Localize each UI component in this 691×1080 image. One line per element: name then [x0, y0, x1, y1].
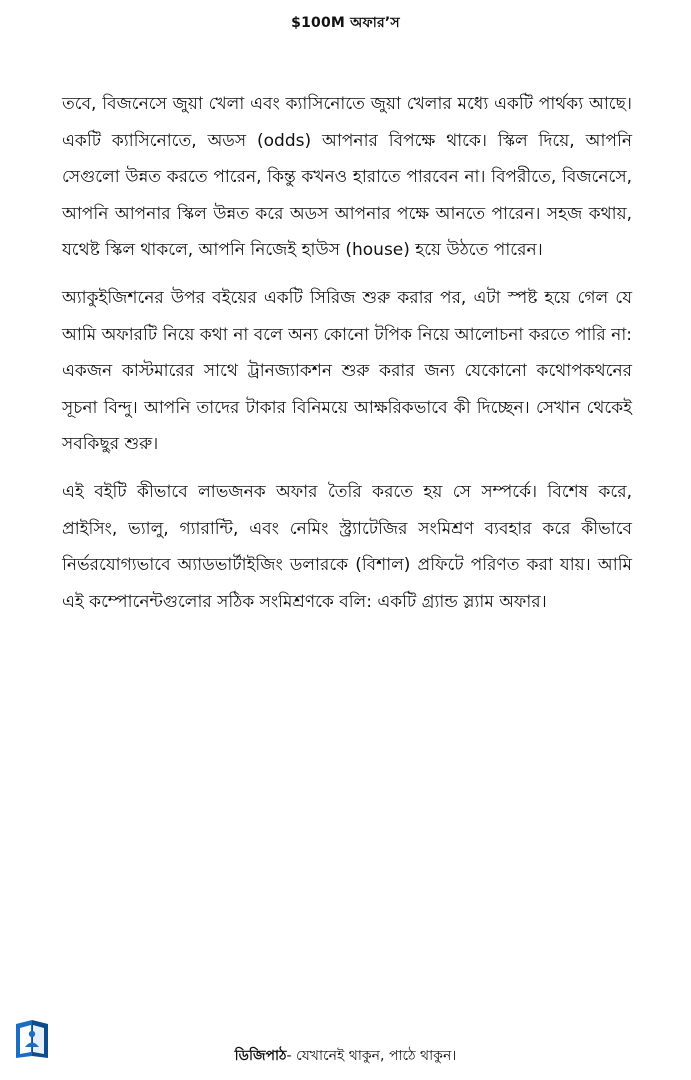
footer-tagline [0, 1044, 691, 1068]
footer-brand: ডিজিপাঠ [234, 1048, 287, 1064]
page-footer [0, 1013, 691, 1063]
footer-tagline-text: - যেখানেই থাকুন, পাঠে থাকুন। [286, 1048, 457, 1064]
paragraph-2: অ্যাকুইজিশনের উপর বইয়ের একটি সিরিজ শুরু করার পর, এটা স্পষ্ট হয়ে গেল যে আমি অফারটি নিয়ে কথা না বলে অন্য কোনো টপিক নিয়ে আলোচনা করতে পারি না: একজন কাস্টমারের সাথে ট্রানজ্যাকশন শুরু করার জন্য যেকোনো কথোপকথনের সূচনা বিন্দু। আপনি তাদের টাকার বিনিময়ে আক্ষরিকভাবে কী দিচ্ছেন। সেখান থেকেই সবকিছুর শুরু। [62, 287, 632, 455]
paragraph-1: তবে, বিজনেসে জুয়া খেলা এবং ক্যাসিনোতে জুয়া খেলার মধ্যে একটি পার্থক্য আছে। একটি ক্যাসিনোতে, অডস (odds) আপনার বিপক্ষে থাকে। স্কিল দিয়ে, আপনি সেগুলো উন্নত করতে পারেন, কিন্তু কখনও হারাতে পারবেন না। বিপরীতে, বিজনেসে, আপনি আপনার স্কিল উন্নত করে অডস আপনার পক্ষে আনতে পারেন। সহজ কথায়, যথেষ্ট স্কিল থাকলে, আপনি নিজেই হাউস (house) হয়ে উঠতে পারেন। [62, 94, 632, 261]
page-title: $100M অফার’স [291, 15, 400, 31]
body-text [62, 86, 632, 631]
paragraph-3: এই বইটি কীভাবে লাভজনক অফার তৈরি করতে হয় সে সম্পর্কে। বিশেষ করে, প্রাইসিং, ভ্যালু, গ্যারান্টি, এবং নেমিং স্ট্র্যাটেজির সংমিশ্রণ ব্যবহার করে কীভাবে নির্ভরযোগ্যভাবে অ্যাডভার্টাইজিং ডলারকে (বিশাল) প্রফিটে পরিণত করা যায়। আমি এই কম্পোনেন্টগুলোর সঠিক সংমিশ্রণকে বলি: একটি গ্র্যান্ড স্ল্যাম অফার। [62, 481, 632, 612]
